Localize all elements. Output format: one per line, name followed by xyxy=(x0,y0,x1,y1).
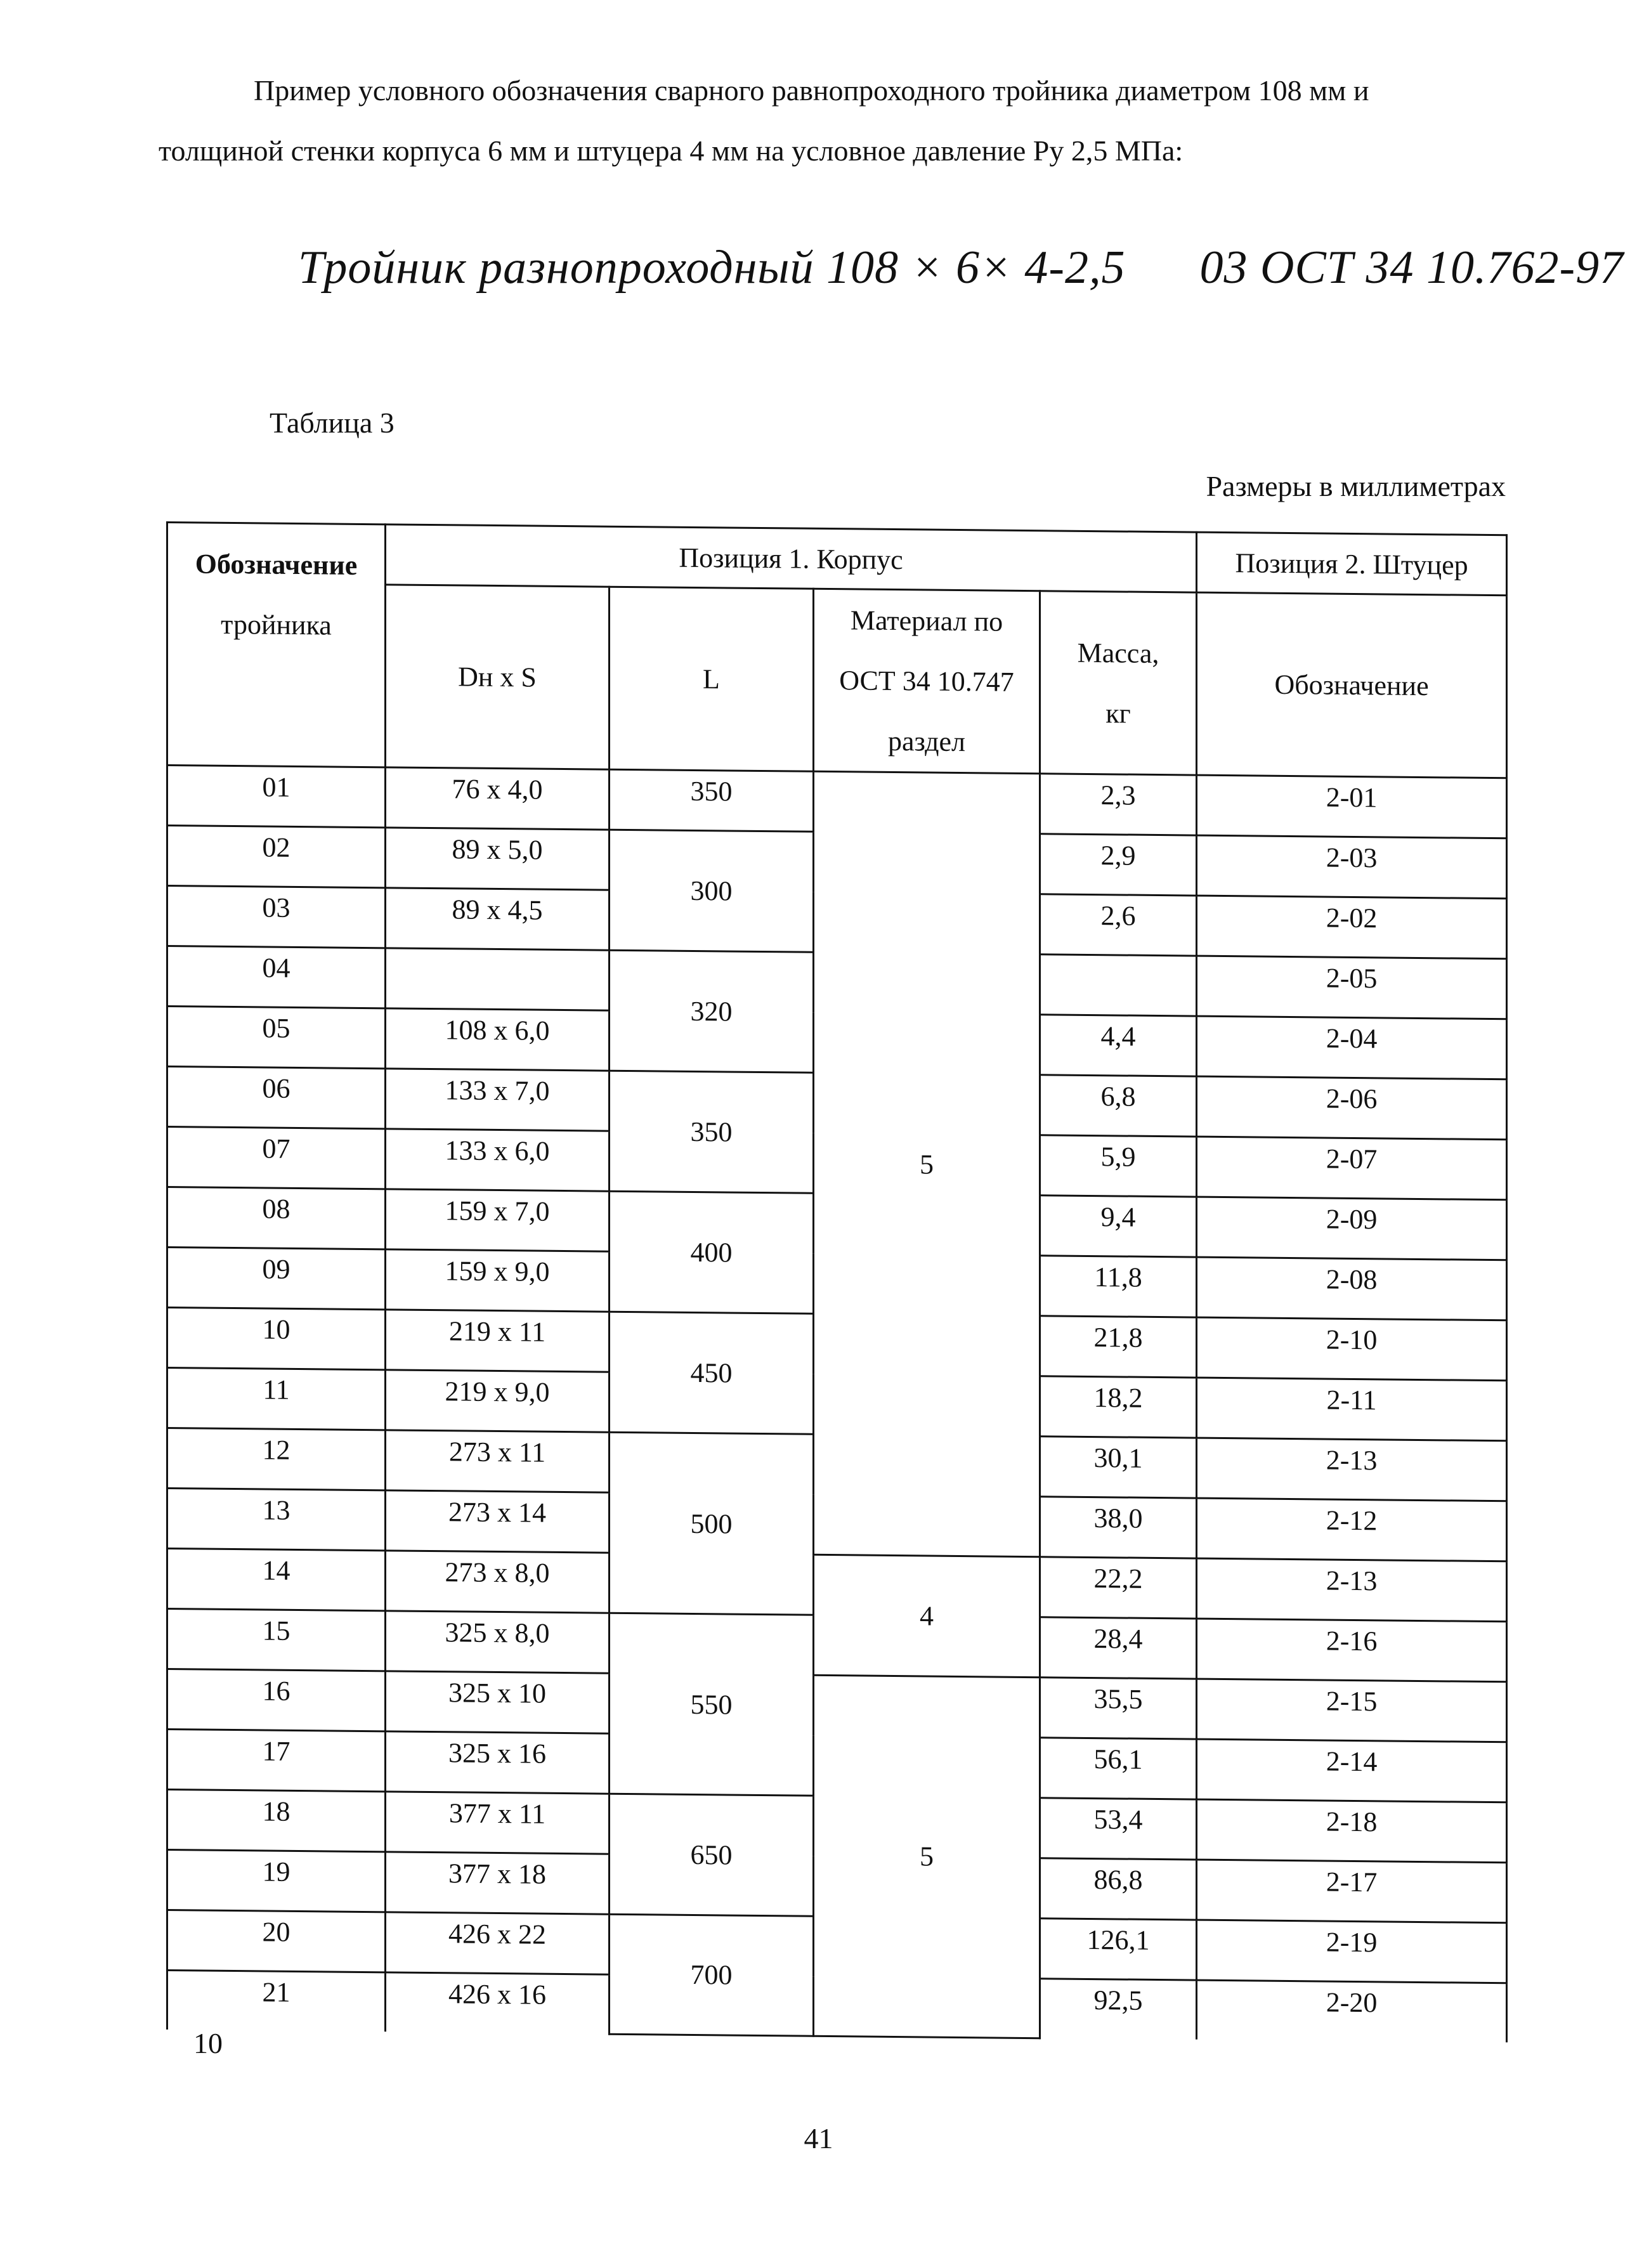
cell-mass: 28,4 xyxy=(1040,1617,1197,1679)
cell-designation: 03 xyxy=(167,886,386,948)
cell-designation: 04 xyxy=(167,946,386,1008)
cell-fitting: 2-18 xyxy=(1197,1799,1507,1863)
cell-mass: 18,2 xyxy=(1040,1376,1197,1438)
cell-designation: 02 xyxy=(167,826,386,888)
header-mass-line1: Масса, xyxy=(1077,637,1159,669)
cell-length: 400 xyxy=(610,1191,814,1313)
cell-fitting: 2-13 xyxy=(1197,1438,1507,1501)
cell-fitting: 2-10 xyxy=(1197,1317,1507,1381)
cell-fitting: 2-20 xyxy=(1197,1980,1507,2042)
cell-dn-s: 76 x 4,0 xyxy=(386,767,610,830)
header-designation-line1: Обозначение xyxy=(195,548,358,581)
cell-mass: 30,1 xyxy=(1040,1437,1197,1498)
cell-length: 650 xyxy=(610,1794,814,1916)
cell-dn-s xyxy=(386,948,610,1010)
cell-length: 500 xyxy=(610,1432,814,1615)
cell-fitting: 2-08 xyxy=(1197,1257,1507,1320)
page-marker-left: 10 xyxy=(193,2027,223,2059)
table-label: Таблица 3 xyxy=(270,407,395,439)
cell-mass: 5,9 xyxy=(1040,1135,1197,1197)
units-note: Размеры в миллиметрах xyxy=(1206,470,1506,502)
cell-fitting: 2-19 xyxy=(1197,1920,1507,1983)
header-fitting-designation: Обозначение xyxy=(1197,592,1507,778)
header-material-line2: ОСТ 34 10.747 xyxy=(839,665,1014,698)
cell-mass: 126,1 xyxy=(1040,1919,1197,1980)
cell-fitting: 2-07 xyxy=(1197,1137,1507,1200)
cell-dn-s: 273 x 8,0 xyxy=(386,1551,610,1613)
cell-length: 350 xyxy=(610,769,814,831)
header-material xyxy=(814,589,1040,773)
cell-mass: 21,8 xyxy=(1040,1316,1197,1378)
intro-paragraph xyxy=(159,60,1522,181)
cell-material-section: 5 xyxy=(814,1675,1040,2038)
cell-designation: 12 xyxy=(167,1428,386,1490)
header-l: L xyxy=(610,587,814,771)
cell-mass: 35,5 xyxy=(1040,1678,1197,1739)
header-position1: Позиция 1. Корпус xyxy=(386,525,1197,592)
cell-designation: 14 xyxy=(167,1549,386,1611)
cell-dn-s: 159 x 7,0 xyxy=(386,1189,610,1251)
cell-mass: 22,2 xyxy=(1040,1557,1197,1619)
page-number: 41 xyxy=(804,2122,833,2154)
cell-mass: 11,8 xyxy=(1040,1256,1197,1317)
cell-designation: 08 xyxy=(167,1187,386,1249)
cell-dn-s: 219 x 9,0 xyxy=(386,1370,610,1432)
cell-dn-s: 325 x 10 xyxy=(386,1671,610,1733)
cell-mass: 2,9 xyxy=(1040,834,1197,896)
cell-fitting: 2-03 xyxy=(1197,835,1507,899)
cell-dn-s: 133 x 7,0 xyxy=(386,1069,610,1131)
cell-dn-s: 325 x 8,0 xyxy=(386,1611,610,1673)
cell-dn-s: 89 x 5,0 xyxy=(386,828,610,890)
header-dn-s: Dн x S xyxy=(386,585,610,769)
designation-example: Тройник разнопроходный 108 × 6× 4-2,5 03 ОСТ 34 10.762-97 xyxy=(298,242,1624,294)
cell-dn-s: 325 x 16 xyxy=(386,1731,610,1794)
cell-mass: 38,0 xyxy=(1040,1497,1197,1558)
cell-designation: 05 xyxy=(167,1007,386,1069)
cell-designation: 16 xyxy=(167,1669,386,1731)
cell-fitting: 2-16 xyxy=(1197,1619,1507,1682)
cell-fitting: 2-12 xyxy=(1197,1498,1507,1561)
cell-fitting: 2-13 xyxy=(1197,1558,1507,1622)
cell-material-section: 5 xyxy=(814,771,1040,1556)
header-position2: Позиция 2. Штуцер xyxy=(1197,532,1507,596)
cell-length: 320 xyxy=(610,950,814,1072)
header-material-line3: раздел xyxy=(888,725,965,758)
cell-mass: 4,4 xyxy=(1040,1015,1197,1076)
cell-designation: 13 xyxy=(167,1489,386,1551)
header-mass-line2: кг xyxy=(1105,697,1131,729)
intro-line-2: толщиной стенки корпуса 6 мм и штуцера 4 мм на условное давление Ру 2,5 МПа: xyxy=(159,134,1184,167)
cell-mass: 2,3 xyxy=(1040,774,1197,835)
cell-dn-s: 133 x 6,0 xyxy=(386,1129,610,1191)
cell-fitting: 2-11 xyxy=(1197,1378,1507,1441)
cell-designation: 15 xyxy=(167,1609,386,1671)
cell-dn-s: 273 x 14 xyxy=(386,1490,610,1553)
cell-designation: 09 xyxy=(167,1248,386,1310)
header-designation xyxy=(167,523,386,767)
cell-fitting: 2-09 xyxy=(1197,1197,1507,1260)
cell-dn-s: 426 x 16 xyxy=(386,1972,610,2034)
cell-designation: 06 xyxy=(167,1067,386,1129)
cell-dn-s: 108 x 6,0 xyxy=(386,1008,610,1071)
intro-line-1: Пример условного обозначения сварного равнопроходного тройника диаметром 108 мм и xyxy=(254,74,1369,107)
cell-mass: 92,5 xyxy=(1040,1979,1197,2040)
cell-dn-s: 377 x 18 xyxy=(386,1852,610,1914)
cell-fitting: 2-01 xyxy=(1197,775,1507,838)
cell-mass: 9,4 xyxy=(1040,1196,1197,1257)
cell-designation: 11 xyxy=(167,1368,386,1430)
header-mass xyxy=(1040,591,1197,775)
cell-length: 450 xyxy=(610,1312,814,1434)
cell-mass: 56,1 xyxy=(1040,1738,1197,1799)
cell-designation: 10 xyxy=(167,1308,386,1370)
cell-mass xyxy=(1040,955,1197,1016)
cell-mass: 53,4 xyxy=(1040,1798,1197,1860)
cell-fitting: 2-14 xyxy=(1197,1739,1507,1802)
cell-fitting: 2-05 xyxy=(1197,956,1507,1019)
cell-designation: 07 xyxy=(167,1127,386,1189)
cell-designation: 17 xyxy=(167,1730,386,1792)
cell-mass: 6,8 xyxy=(1040,1075,1197,1137)
cell-designation: 20 xyxy=(167,1910,386,1972)
cell-designation: 01 xyxy=(167,766,386,828)
cell-fitting: 2-15 xyxy=(1197,1679,1507,1742)
cell-length: 300 xyxy=(610,830,814,952)
cell-fitting: 2-04 xyxy=(1197,1016,1507,1079)
spec-table xyxy=(166,521,1508,2043)
cell-mass: 2,6 xyxy=(1040,894,1197,956)
cell-fitting: 2-17 xyxy=(1197,1860,1507,1923)
header-designation-line2: тройника xyxy=(221,608,332,641)
spec-table-body xyxy=(167,766,1507,2043)
cell-dn-s: 426 x 22 xyxy=(386,1912,610,1974)
cell-designation: 19 xyxy=(167,1850,386,1912)
cell-length: 700 xyxy=(610,1914,814,2036)
cell-dn-s: 273 x 11 xyxy=(386,1430,610,1492)
cell-designation: 18 xyxy=(167,1790,386,1852)
cell-dn-s: 219 x 11 xyxy=(386,1310,610,1372)
cell-dn-s: 89 x 4,5 xyxy=(386,888,610,950)
header-material-line1: Материал по xyxy=(850,604,1003,637)
cell-mass: 86,8 xyxy=(1040,1858,1197,1920)
cell-fitting: 2-06 xyxy=(1197,1076,1507,1140)
cell-designation: 21 xyxy=(167,1971,386,2032)
cell-length: 550 xyxy=(610,1613,814,1796)
cell-fitting: 2-02 xyxy=(1197,896,1507,959)
cell-length: 350 xyxy=(610,1071,814,1193)
cell-dn-s: 377 x 11 xyxy=(386,1792,610,1854)
cell-dn-s: 159 x 9,0 xyxy=(386,1249,610,1312)
cell-material-section: 4 xyxy=(814,1554,1040,1677)
